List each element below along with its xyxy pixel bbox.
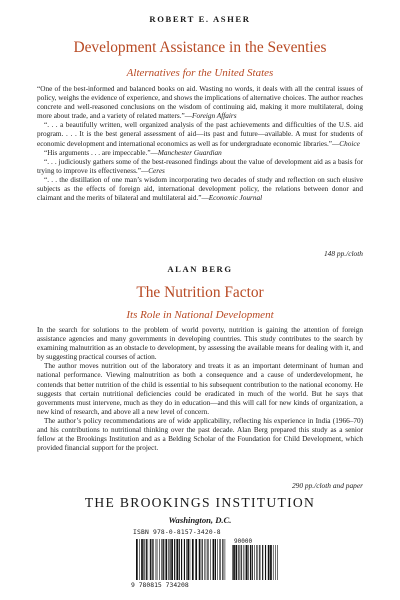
- barcode-bar: [143, 539, 144, 580]
- barcode-bar: [225, 539, 226, 580]
- description-paragraph: The author’s policy recommendations are of wide applicability, reflecting his experience in India (1966–70) and his contributions to nutritional thinking over the past decade. Alan Berg prepared this study as a senior fellow at the Brookings Institution and as a Belding Scholar of the Foundation for Child Development, which provided financial support for the project.: [37, 416, 363, 453]
- barcode-digits: 9 780815 734208: [131, 581, 189, 589]
- description-paragraph: The author moves nutrition out of the laboratory and treats it as an important determinant of human and national performance. Viewing malnutrition as both a consequence and a cause of underdevelopment, he contends that better nutrition of the child is essential to his subsequent contribution to the national economy. He suggests that certain nutritional deficiencies could be eradicated in much of the world. But he says that governments must intervene, much as they do in education—and this will call for new kinds of organization, a new kind of research, and above all a new level of concern.: [37, 362, 363, 416]
- review-2: “. . . a beautifully written, well organized analysis of the past achievements and difficulties of the U.S. aid program. . . . It is the best general assessment of aid—its past and future—available. A must for students of economic development and international economics as well as for undergraduate economic libraries.”—Choice: [37, 121, 363, 148]
- barcode-bar: [190, 539, 191, 580]
- barcode-bar: [157, 539, 158, 580]
- barcode-bar: [184, 539, 185, 580]
- review-5: “. . . the distillation of one man’s wisdom incorporating two decades of study and reflection on such elusive subjects as the effects of foreign aid, international development policy, the relations between donor and claimant and the merits of bilateral and multilateral aid.”—Economic Journal: [37, 175, 363, 203]
- barcode-bar: [159, 539, 160, 580]
- book2-price: 290 pp./cloth and paper: [291, 481, 363, 490]
- barcode-bar: [195, 539, 197, 580]
- book1-author: ROBERT E. ASHER: [149, 14, 251, 24]
- barcode-bar: [152, 539, 153, 580]
- barcode-bar: [277, 545, 278, 580]
- barcode-bar: [245, 545, 246, 580]
- barcode-bar: [146, 539, 147, 580]
- barcode-bar: [250, 545, 251, 580]
- review-1: “One of the best-informed and balanced books on aid. Wasting no words, it deals with all the central issues of policy, weighs the evidence of experience, and shows the implications of alternative choices. The author reaches concrete and well-reasoned conclusions on the wisdom of continuing aid, making it more multilateral, doing more about trade, and a variety of related matters.”—Foreign Affairs: [37, 85, 363, 121]
- barcode-bar: [174, 539, 175, 580]
- book1-title: Development Assistance in the Seventies: [73, 39, 327, 56]
- barcode-bar: [153, 539, 154, 580]
- barcode-bar: [187, 539, 189, 580]
- barcode-bar: [192, 539, 194, 580]
- barcode-bar: [243, 545, 244, 580]
- barcode-bar: [179, 539, 180, 580]
- barcode-bar: [259, 545, 260, 580]
- barcode-bar: [139, 539, 140, 580]
- barcode-bar: [186, 539, 187, 580]
- barcode-bar: [275, 545, 276, 580]
- barcode-bar: [150, 539, 151, 580]
- book1-subtitle: Alternatives for the United States: [126, 67, 274, 79]
- barcode-bar: [141, 539, 143, 580]
- book2-title: The Nutrition Factor: [136, 284, 264, 301]
- barcode-addon-bars: [232, 545, 278, 580]
- book2-author: ALAN BERG: [167, 264, 233, 274]
- barcode-bar: [241, 545, 242, 580]
- publisher-city: Washington, D.C.: [168, 515, 232, 525]
- barcode-bar: [238, 545, 239, 580]
- barcode-bar: [204, 539, 205, 580]
- barcode-bar: [176, 539, 178, 580]
- barcode-bar: [170, 539, 171, 580]
- barcode-bar: [236, 545, 238, 580]
- barcode-bar: [171, 539, 173, 580]
- barcode-bar: [256, 545, 257, 580]
- barcode-bar: [254, 545, 255, 580]
- barcode-bar: [246, 545, 248, 580]
- barcode-bar: [213, 539, 215, 580]
- barcode-bar: [265, 545, 266, 580]
- barcode-bar: [232, 545, 233, 580]
- barcode-main-bars: [136, 539, 225, 580]
- barcode-bar: [168, 539, 169, 580]
- book1-price: 148 pp./cloth: [323, 249, 363, 258]
- barcode-bar: [148, 539, 149, 580]
- barcode-bar: [215, 539, 216, 580]
- isbn-text: ISBN 978-0-8157-3420-8: [133, 529, 221, 536]
- barcode-bar: [258, 545, 259, 580]
- book2-subtitle: Its Role in National Development: [126, 309, 274, 321]
- barcode-bar: [202, 539, 203, 580]
- barcode-bar: [217, 539, 218, 580]
- barcode-bar: [156, 539, 157, 580]
- barcode-bar: [206, 539, 207, 580]
- barcode-bar: [165, 539, 167, 580]
- barcode-bar: [248, 545, 249, 580]
- barcode-bar: [233, 545, 235, 580]
- barcode-bar: [270, 545, 272, 580]
- barcode-bar: [219, 539, 220, 580]
- review-3: “His arguments . . . are impeccable.”—Manchester Guardian: [44, 148, 222, 157]
- barcode-addon-digits: 90000: [234, 538, 253, 545]
- barcode-bar: [210, 539, 211, 580]
- review-4: “. . . judiciously gathers some of the best-reasoned findings about the value of development aid as a basis for trying to improve its effectiveness.”—Ceres: [37, 157, 363, 175]
- barcode-bar: [161, 539, 162, 580]
- book2-description: [37, 326, 363, 453]
- barcode-bar: [207, 539, 208, 580]
- barcode-bar: [252, 545, 253, 580]
- barcode-bar: [199, 539, 201, 580]
- barcode-bar: [273, 545, 274, 580]
- publisher-name: THE BROOKINGS INSTITUTION: [84, 495, 316, 510]
- barcode-bar: [181, 539, 182, 580]
- barcode-bar: [136, 539, 138, 580]
- description-paragraph: In the search for solutions to the problem of world poverty, nutrition is gaining the attention of foreign assistance agencies and many governments in developing countries. This study contributes to the search by examining malnutrition as an obstacle to development, by assessing the available means for dealing with it, and by suggesting practical courses of action.: [37, 326, 363, 362]
- barcode-bar: [222, 539, 223, 580]
- barcode-bar: [262, 545, 263, 580]
- book1-reviews: [37, 85, 363, 203]
- barcode-bar: [268, 545, 270, 580]
- barcode-bar: [163, 539, 164, 580]
- barcode: [130, 537, 282, 589]
